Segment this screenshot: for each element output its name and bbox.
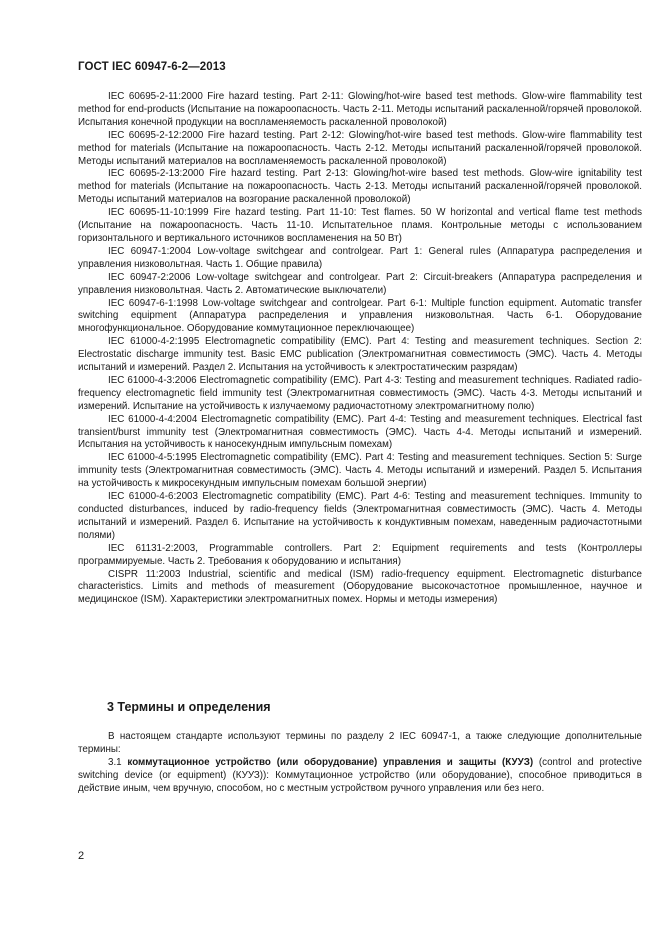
reference-item: IEC 61000-4-4:2004 Electromagnetic compatibility (EMC). Part 4-4: Testing and measurement techniques. Electrical fast transient/burst immunity test (Электромагнитная совместимость (ЭМС). Часть 4-4. Методы испытаний и измерений. Испытания на устойчивость к наносекундным импульсным помехам): [78, 413, 642, 451]
reference-item: IEC 60695-2-13:2000 Fire hazard testing. Part 2-13: Glowing/hot-wire based test methods. Glow-wire ignitability test method for materials (Испытание на пожароопасность. Часть 2-13. Методы испытаний раскаленной/горячей проволокой. Методы испытаний материалов на возгорание раскаленной проволокой): [78, 168, 642, 206]
reference-item: IEC 61000-4-2:1995 Electromagnetic compatibility (EMC). Part 4: Testing and measurement techniques. Section 2: Electrostatic discharge immunity test. Basic EMC publication (Электромагнитная совместимость (ЭМС). Часть 4. Методы испытаний и измерений. Раздел 2. Испытания на устойчивость к электростатическим разрядам): [78, 336, 642, 374]
reference-item: IEC 60947-6-1:1998 Low-voltage switchgear and controlgear. Part 6-1: Multiple function equipment. Automatic transfer switching equipment (Аппаратура распределения и управления низковольтная. Часть 6-1. Оборудование многофункциональное. Оборудование коммутационное переключающее): [78, 297, 642, 335]
page-number: 2: [78, 850, 85, 862]
reference-item: IEC 60947-2:2006 Low-voltage switchgear and controlgear. Part 2: Circuit-breakers (Аппаратура распределения и управления низковольтная. Часть 2. Автоматические выключатели): [78, 271, 642, 296]
section-heading: 3 Термины и определения: [107, 700, 271, 714]
section-body: [78, 731, 642, 796]
reference-item: IEC 60947-1:2004 Low-voltage switchgear and controlgear. Part 1: General rules (Аппаратура распределения и управления низковольтная. Часть 1. Общие правила): [78, 245, 642, 270]
term-name: коммутационное устройство (или оборудование) управления и защиты (КУУЗ): [127, 756, 534, 768]
reference-item: CISPR 11:2003 Industrial, scientific and medical (ISM) radio-frequency equipment. Electromagnetic disturbance characteristics. Limits and methods of measurement (Оборудование высокочастотное промышленное, научное и медицинское (ISM). Характеристики электромагнитных помех. Нормы и методы измерения): [78, 568, 642, 606]
reference-item: IEC 60695-2-11:2000 Fire hazard testing. Part 2-11: Glowing/hot-wire based test methods. Glow-wire flammability test method for end-products (Испытание на пожароопасность. Часть 2-11. Методы испытаний раскаленной/горячей проволокой. Испытания конечной продукции на воспламеняемость раскаленной проволокой): [78, 91, 642, 128]
reference-item: IEC 60695-2-12:2000 Fire hazard testing. Part 2-12: Glowing/hot-wire based test methods. Glow-wire flammability test method for materials (Испытание на пожароопасность. Часть 2-12. Методы испытаний раскаленной/горячей проволокой. Методы испытаний материалов на воспламеняемость раскаленной проволокой): [78, 129, 642, 167]
intro-paragraph: В настоящем стандарте используют термины по разделу 2 IEC 60947-1, а также следующие дополнительные термины:: [78, 731, 642, 755]
reference-item: IEC 61000-4-5:1995 Electromagnetic compatibility (EMC). Part 4: Testing and measurement techniques. Section 5: Surge immunity tests (Электромагнитная совместимость (ЭМС). Часть 4. Методы испытаний и измерений. Раздел 5. Испытания на устойчивость к микросекундным импульсным помехам большой энергии): [78, 452, 642, 490]
reference-item: IEC 61131-2:2003, Programmable controllers. Part 2: Equipment requirements and tests (Контроллеры программируемые. Часть 2. Требования к оборудованию и испытания): [78, 542, 642, 567]
reference-item: IEC 60695-11-10:1999 Fire hazard testing. Part 11-10: Test flames. 50 W horizontal and vertical flame test methods (Испытание на пожароопасность. Часть 11-10. Испытательное пламя. Контрольные методы с использованием горизонтального и вертикального источников воспламенения на 50 Вт): [78, 207, 642, 244]
normative-references: [78, 91, 642, 607]
reference-item: IEC 61000-4-6:2003 Electromagnetic compatibility (EMC). Part 4-6: Testing and measurement techniques. Immunity to conducted disturbances, induced by radio-frequency fields (Электромагнитная совместимость (ЭМС). Часть 4. Методы испытаний и измерений. Раздел 6. Испытание на устойчивость к кондуктивным помехам, наведенным радиочастотными полями): [78, 491, 642, 541]
page-header: ГОСТ IEC 60947-6-2—2013: [78, 61, 226, 73]
term-definition: [78, 757, 642, 796]
reference-item: IEC 61000-4-3:2006 Electromagnetic compatibility (EMC). Part 4-3: Testing and measurement techniques. Radiated radio-frequency electromagnetic field immunity test (Электромагнитная совместимость (ЭМС). Часть 4-3. Методы испытаний и измерений. Испытание на устойчивость к излучаемому радиочастотному электромагнитному полю): [78, 374, 642, 412]
term-number: 3.1: [108, 756, 128, 768]
term-text: (control and protective switching device (or equipment) (КУУЗ)): Коммутационное устройство (или оборудование), способное приводиться в действие иным, чем вручную, способом, но с местным устройством ручного управления или без него.: [78, 756, 643, 794]
